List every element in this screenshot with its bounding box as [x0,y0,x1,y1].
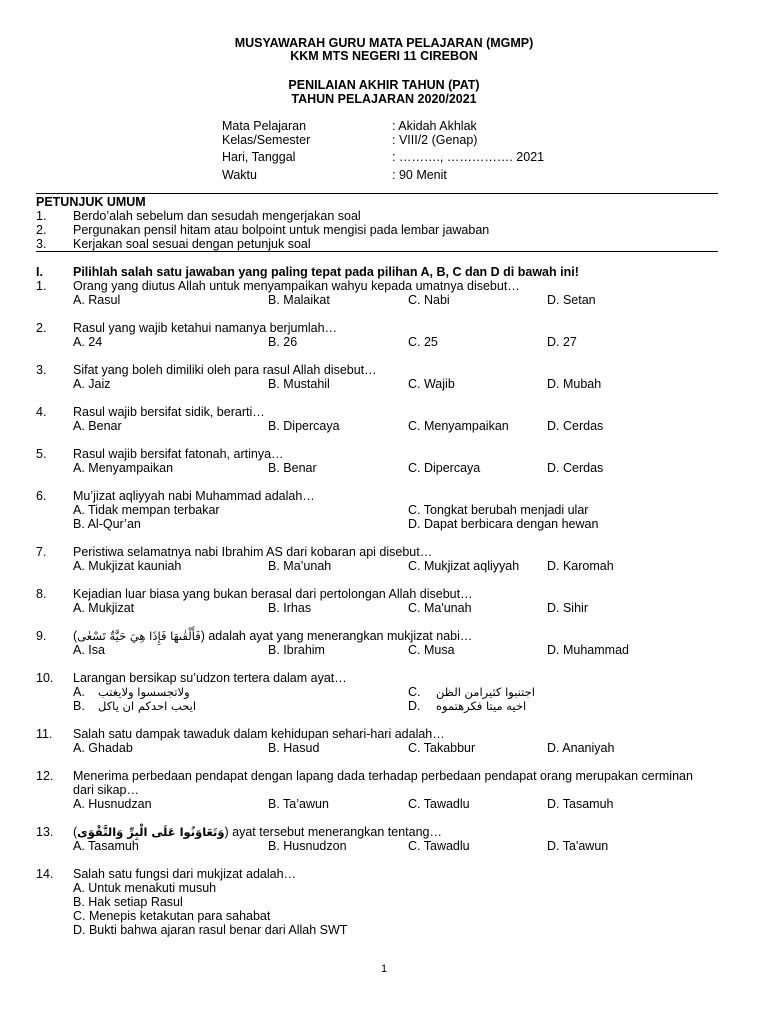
option-b: B. Malaikat [268,293,330,307]
option-b: B. Benar [268,461,317,475]
option-d: D. Karomah [547,559,614,573]
info-value: : ………., ……………. 2021 [392,150,545,164]
question-text-continued: dari sikap… [73,783,139,797]
header-mgmp: MUSYAWARAH GURU MATA PELAJARAN (MGMP) [234,36,534,50]
option-c: C. Nabi [408,293,450,307]
option-d: D. Tasamuh [547,797,614,811]
option-c: C. Menepis ketakutan para sahabat [73,909,271,923]
petunjuk-number: 1. [36,209,47,223]
question-number: 7. [36,545,47,559]
question-text: Kejadian luar biasa yang bukan berasal dari pertolongan Allah disebut… [73,587,473,601]
option-b-label: B. [73,699,85,713]
question-text: Orang yang diutus Allah untuk menyampaikan wahyu kepada umatnya disebut… [73,279,520,293]
question-number: 2. [36,321,47,335]
option-d: D. Bukti bahwa ajaran rasul benar dari Allah SWT [73,923,348,937]
option-b: B. Ibrahim [268,643,325,657]
option-a: A. Menyampaikan [73,461,174,475]
option-c-label: C. [408,685,421,699]
paren-open: ( [73,629,78,643]
option-a: A. Untuk menakuti musuh [73,881,217,895]
option-a-label: A. [73,685,85,699]
option-a-arabic: ولاتجسسوا ولايغتب [98,685,190,699]
option-b: B. Dipercaya [268,419,340,433]
option-d: D. Muhammad [547,643,629,657]
question-number: 9. [36,629,47,643]
option-b: B. Hasud [268,741,320,755]
question-number: 12. [36,769,54,783]
option-d: D. Cerdas [547,419,604,433]
divider-bottom [36,251,718,252]
option-b: B. Irhas [268,601,312,615]
option-d-label: D. [408,699,421,713]
option-d: D. Setan [547,293,596,307]
divider-top [36,193,718,194]
option-c: C. Dipercaya [408,461,481,475]
option-c: C. Wajib [408,377,455,391]
info-label: Waktu [222,168,257,182]
section-instruction: Pilihlah salah satu jawaban yang paling tepat pada pilihan A, B, C dan D di bawah ini! [73,265,579,279]
question-text: Larangan bersikap su’udzon tertera dalam ayat… [73,671,347,685]
option-a: A. Jaiz [73,377,111,391]
option-b: B. Husnudzon [268,839,347,853]
option-d: D. Cerdas [547,461,604,475]
option-d: D. Ta'awun [547,839,609,853]
option-c: C. Tongkat berubah menjadi ular [408,503,589,517]
option-d: D. Mubah [547,377,602,391]
option-a: A. Mukjizat kauniah [73,559,182,573]
question-text: Sifat yang boleh dimiliki oleh para rasul Allah disebut… [73,363,377,377]
option-a: A. Ghadab [73,741,133,755]
question-number: 11. [36,727,53,741]
question-text-rest: ) ayat tersebut menerangkan tentang… [224,825,442,839]
option-c: C. Ma'unah [408,601,472,615]
option-a: A. Husnudzan [73,797,152,811]
question-text: Rasul yang wajib ketahui namanya berjumlah… [73,321,338,335]
option-b: B. Ma’unah [268,559,332,573]
petunjuk-text: Berdo’alah sebelum dan sesudah mengerjakan soal [73,209,361,223]
petunjuk-text: Pergunakan pensil hitam atau bolpoint untuk mengisi pada lembar jawaban [73,223,490,237]
option-c: C. Mukjizat aqliyyah [408,559,520,573]
arabic-verse: وَتَعَاوَنُوا عَلَى الْبِرِّ وَالتَّقْوَى [77,825,225,839]
option-b: B. Mustahil [268,377,330,391]
question-number: 3. [36,363,47,377]
question-text [73,825,442,839]
option-b: B. 26 [268,335,298,349]
option-c: C. Musa [408,643,455,657]
option-b: B. Hak setiap Rasul [73,895,183,909]
arabic-verse: فَأَلْقٰىهَا فَإِذَا هِيَ حَيَّةٌ تَسْعٰى [77,629,201,643]
petunjuk-text: Kerjakan soal sesuai dengan petunjuk soal [73,237,311,251]
question-text-rest: ) adalah ayat yang menerangkan mukjizat nabi… [200,629,473,643]
question-number: 1. [36,279,47,293]
option-a: A. Mukjizat [73,601,135,615]
option-b: B. Al-Qur’an [73,517,141,531]
option-a: A. Isa [73,643,105,657]
petunjuk-number: 2. [36,223,47,237]
question-number: 8. [36,587,47,601]
info-value: : VIII/2 (Genap) [392,133,478,147]
option-a: A. Tidak mempan terbakar [73,503,220,517]
question-number: 10. [36,671,54,685]
option-d: D. Sihir [547,601,588,615]
question-number: 5. [36,447,47,461]
option-b: B. Ta’awun [268,797,329,811]
option-c: C. Tawadlu [408,839,470,853]
question-text: Rasul wajib bersifat sidik, berarti… [73,405,265,419]
info-label: Kelas/Semester [222,133,311,147]
option-c-arabic: اجتنبوا كثيرامن الظن [436,685,535,699]
info-label: Hari, Tanggal [222,150,296,164]
info-value: : Akidah Akhlak [392,119,477,133]
option-d: D. Dapat berbicara dengan hewan [408,517,599,531]
option-a: A. Tasamuh [73,839,139,853]
option-d-arabic: اخيه ميتا فكرهتموه [436,699,527,713]
question-text: Menerima perbedaan pendapat dengan lapang dada terhadap perbedaan pendapat orang merupakan cerminan [73,769,693,783]
info-value: : 90 Menit [392,168,447,182]
info-label: Mata Pelajaran [222,119,307,133]
option-a: A. 24 [73,335,103,349]
page-number: 1 [380,963,388,975]
question-text: Rasul wajib bersifat fatonah, artinya… [73,447,284,461]
header-school-year: TAHUN PELAJARAN 2020/2021 [291,92,477,106]
option-c: C. Menyampaikan [408,419,509,433]
question-text: Salah satu dampak tawaduk dalam kehidupan sehari-hari adalah… [73,727,445,741]
option-d: D. 27 [547,335,577,349]
question-number: 14. [36,867,54,881]
option-b-arabic: ايحب احدكم ان ياكل [98,699,197,713]
question-number: 6. [36,489,47,503]
petunjuk-number: 3. [36,237,47,251]
header-school: KKM MTS NEGERI 11 CIREBON [290,49,478,63]
question-text: Mu’jizat aqliyyah nabi Muhammad adalah… [73,489,315,503]
question-number: 4. [36,405,47,419]
question-text: Peristiwa selamatnya nabi Ibrahim AS dari kobaran api disebut… [73,545,433,559]
question-text [73,629,472,643]
question-number: 13. [36,825,54,839]
section-number: I. [36,265,43,279]
option-c: C. Takabbur [408,741,476,755]
option-a: A. Rasul [73,293,121,307]
header-exam-title: PENILAIAN AKHIR TAHUN (PAT) [288,78,480,92]
option-c: C. Tawadlu [408,797,470,811]
paren-open: ( [73,825,78,839]
question-text: Salah satu fungsi dari mukjizat adalah… [73,867,297,881]
option-d: D. Ananiyah [547,741,615,755]
option-c: C. 25 [408,335,438,349]
petunjuk-title: PETUNJUK UMUM [36,195,146,209]
option-a: A. Benar [73,419,122,433]
